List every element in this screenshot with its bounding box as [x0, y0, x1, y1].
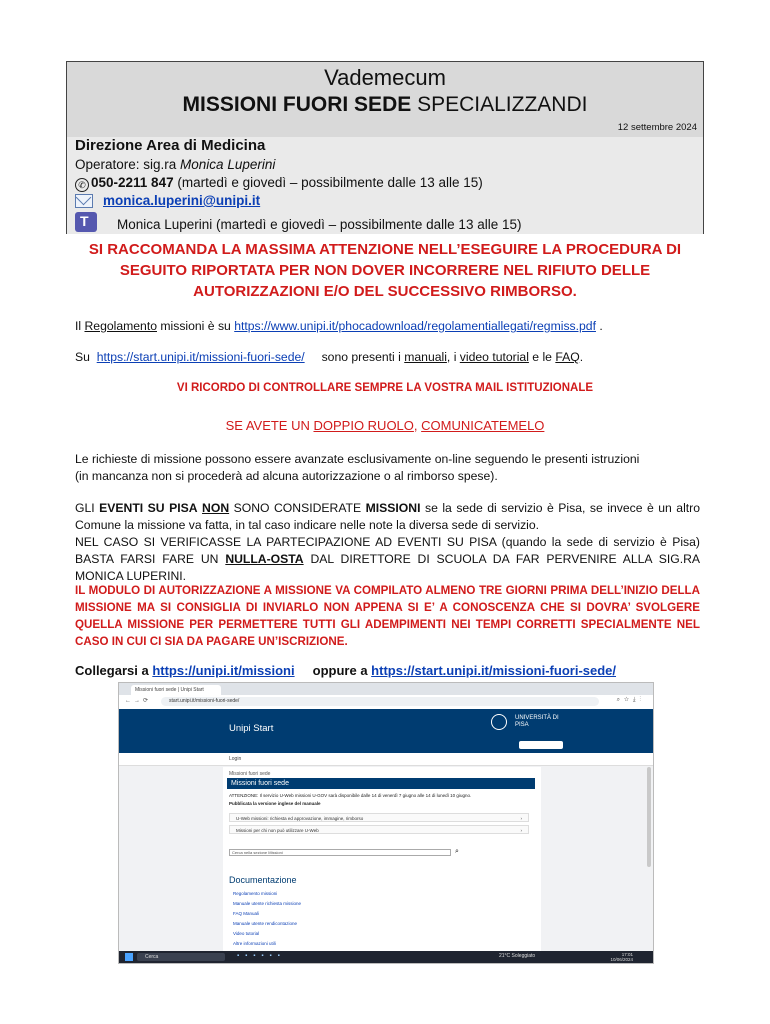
eventi-missioni: MISSIONI	[365, 501, 421, 515]
site-doc-link[interactable]: Video tutorial	[233, 931, 260, 936]
browser-tabbar	[119, 683, 653, 695]
richieste-paragraph	[75, 451, 700, 485]
clock-time: 17:01	[621, 952, 633, 957]
site-brand[interactable]: Unipi Start	[229, 723, 274, 734]
nulla-osta: NULLA-OSTA	[225, 552, 304, 566]
eventi-p4: se la sede di servizio è Pisa, se invece è un altro Comune la missione va fatta, in tal caso indicare nelle note la diversa sede di servizio.	[75, 501, 700, 532]
browser-addressbar	[119, 695, 653, 710]
search-icon[interactable]: ⌕	[455, 848, 459, 855]
title-rest: SPECIALIZZANDI	[411, 93, 588, 116]
start-link[interactable]: https://start.unipi.it/missioni-fuori-sede/	[96, 350, 305, 364]
title-vademecum: Vademecum	[324, 65, 446, 90]
document-date: 12 settembre 2024	[617, 122, 697, 133]
site-published[interactable]: Pubblicata la versione inglese del manuale	[229, 801, 321, 806]
richieste-line2: (in mancanza non si procederà ad alcuna autorizzazione o al rimborso spese).	[75, 469, 498, 483]
start-line	[75, 349, 700, 366]
site-breadcrumb[interactable]: Missioni fuori sede	[229, 771, 271, 777]
operator-line	[75, 157, 275, 172]
reg-prefix: Il	[75, 319, 85, 333]
browser-toolbar-icons[interactable]: ⌕☆⤓⋮	[616, 697, 645, 703]
reg-suffix: .	[595, 319, 603, 333]
taskbar-search[interactable]: Cerca	[137, 953, 225, 961]
regolamento-line	[75, 318, 700, 335]
site-scrollbar[interactable]	[647, 767, 651, 867]
site-banner	[119, 709, 653, 753]
manuali-link[interactable]: manuali	[404, 350, 447, 364]
eventi-p3: SONO CONSIDERATE	[229, 501, 366, 515]
phone-hours: (martedì e giovedì – possibilmente dalle 13 alle 15)	[173, 175, 483, 190]
site-doc-link[interactable]: FAQ Manuali	[233, 911, 260, 916]
eventi-p5: NEL CASO SI VERIFICASSE LA PARTECIPAZIONE AD EVENTI SU PISA (quando la sede di servizio è Pisa) BASTA FARSI FARE UN	[75, 535, 700, 566]
eventi-p1: GLI	[75, 501, 100, 515]
email-link[interactable]: monica.luperini@unipi.it	[103, 193, 261, 208]
os-taskbar	[119, 951, 653, 963]
video-tutorial-link[interactable]: video tutorial	[459, 350, 529, 364]
university-seal-icon	[491, 714, 507, 730]
operator-name: Monica Luperini	[180, 157, 276, 172]
header-title-area	[67, 62, 703, 137]
site-language-select[interactable]	[519, 741, 563, 749]
start-comma: , i	[446, 350, 460, 364]
regolamento-link[interactable]: https://www.unipi.it/phocadownload/regolamentiallegati/regmiss.pdf	[234, 319, 596, 333]
chevron-right-icon: ›	[520, 816, 522, 821]
embedded-screenshot	[118, 682, 654, 964]
mail-icon	[75, 194, 93, 208]
mail-notice: VI RICORDO DI CONTROLLARE SEMPRE LA VOSTRA MAIL ISTITUZIONALE	[176, 382, 594, 394]
doppio-prefix: SE AVETE UN	[225, 418, 314, 433]
eventi-su-pisa: EVENTI SU PISA	[99, 501, 198, 515]
start-middle: sono presenti i	[304, 350, 405, 364]
eventi-paragraph	[75, 500, 700, 585]
richieste-line1: Le richieste di missione possono essere avanzate esclusivamente on-line seguendo le presenti istruzioni	[75, 452, 640, 466]
teams-line: Monica Luperini (martedì e giovedì – possibilmente dalle 13 alle 15)	[117, 217, 522, 232]
unipi-missioni-link[interactable]: https://unipi.it/missioni	[152, 663, 295, 678]
site-doc-link[interactable]: Manuale utente richiesta missione	[233, 901, 302, 906]
taskbar-app-icons[interactable]: ▪▪▪▪▪▪	[237, 953, 286, 959]
teams-icon	[75, 212, 97, 232]
start-prefix: Su	[75, 350, 97, 364]
site-row-uweb-label: U-Web missioni: richiesta ed approvazione, immagine, rimborso	[236, 816, 364, 821]
site-heading: Missioni fuori sede	[227, 778, 535, 789]
login-bar	[119, 753, 653, 766]
title-bold: MISSIONI FUORI SEDE	[182, 93, 412, 116]
department-name: Direzione Area di Medicina	[75, 137, 266, 154]
site-row-other[interactable]	[229, 825, 529, 834]
modulo-notice: IL MODULO DI AUTORIZZAZIONE A MISSIONE VA COMPILATO ALMENO TRE GIORNI PRIMA DELL’INIZIO DELLA MISSIONE MA SI CONSIGLIA DI INVIARLO NON APPENA SI E’ A CONOSCENZA CHE SI DOVRA’ SVOLGERE QUELLA MISSIONE PER PERMETTERE TUTTI GLI ADEMPIMENTI NEI TEMPI CORRETTI SPECIALMENTE NEL CASO IN CUI CI SIA DA PAGARE UN’ISCRIZIONE.	[75, 584, 700, 648]
browser-nav-icons[interactable]: ←→⟳	[125, 698, 152, 704]
site-attention: ATTENZIONE: Il servizio U-Web missioni U-GOV sarà disponibile dalle 14 di venerdì 7 giugno alle 14 di lunedì 10 giugno.	[229, 793, 472, 798]
chevron-right-icon: ›	[520, 828, 522, 833]
site-row-uweb[interactable]	[229, 813, 529, 822]
site-row-other-label: Missioni per chi non può utilizzare U-Web	[236, 828, 319, 833]
title-missioni	[67, 93, 703, 117]
browser-url[interactable]: start.unipi.it/missioni-fuori-sede/	[161, 697, 599, 706]
site-doc-link[interactable]: Altre informazioni utili	[233, 941, 276, 946]
start-end: .	[579, 350, 584, 364]
phone-icon: ✆	[75, 178, 89, 192]
taskbar-weather: 21°C Soleggiato	[499, 953, 536, 959]
collegarsi-middle: oppure a	[294, 663, 372, 678]
doppio-mid: ,	[413, 418, 422, 433]
site-docs-title: Documentazione	[229, 875, 297, 885]
regolamento-word: Regolamento	[84, 319, 157, 333]
taskbar-clock	[610, 952, 633, 962]
header-box	[66, 61, 704, 234]
clock-date: 10/06/2024	[610, 957, 633, 962]
faq-link[interactable]: FAQ	[555, 350, 580, 364]
attention-warning: SI RACCOMANDA LA MASSIMA ATTENZIONE NELL’ESEGUIRE LA PROCEDURA DI SEGUITO RIPORTATA PER NON DOVER INCORRERE NEL RIFIUTO DELLE AUTORIZZAZIONI E/O DEL SUCCESSIVO RIMBORSO.	[88, 241, 682, 300]
windows-start-icon[interactable]	[125, 953, 133, 961]
eventi-non: NON	[202, 501, 230, 515]
university-name: UNIVERSITÀ DI PISA	[515, 715, 559, 728]
start-and: e le	[528, 350, 556, 364]
site-main-content	[223, 767, 541, 964]
collegarsi-line	[75, 662, 700, 679]
eventi-p6: DAL DIRETTORE DI SCUOLA DA FAR PERVENIRE ALLA SIG.RA MONICA LUPERINI.	[75, 552, 701, 583]
browser-tab[interactable]: Missioni fuori sede | Unipi Start	[131, 685, 221, 695]
operator-prefix: Operatore: sig.ra	[75, 157, 181, 172]
collegarsi-prefix: Collegarsi a	[75, 663, 153, 678]
start-missioni-link[interactable]: https://start.unipi.it/missioni-fuori-sede/	[371, 663, 617, 678]
site-doc-link[interactable]: Manuale utente rendicontazione	[233, 921, 298, 926]
phone-number: 050-2211 847	[91, 175, 174, 190]
reg-middle: missioni è su	[156, 319, 235, 333]
comunicatemelo: COMUNICATEMELO	[421, 418, 545, 433]
login-link[interactable]: Login	[229, 756, 242, 762]
phone-line	[75, 175, 483, 192]
site-search-input[interactable]: Cerca nella sezione Missioni	[229, 849, 451, 856]
email-line	[95, 193, 260, 208]
site-doc-link[interactable]: Regolamento missioni	[233, 891, 278, 896]
doppio-ruolo-notice	[60, 418, 710, 433]
doppio-ruolo: DOPPIO RUOLO	[313, 418, 414, 433]
